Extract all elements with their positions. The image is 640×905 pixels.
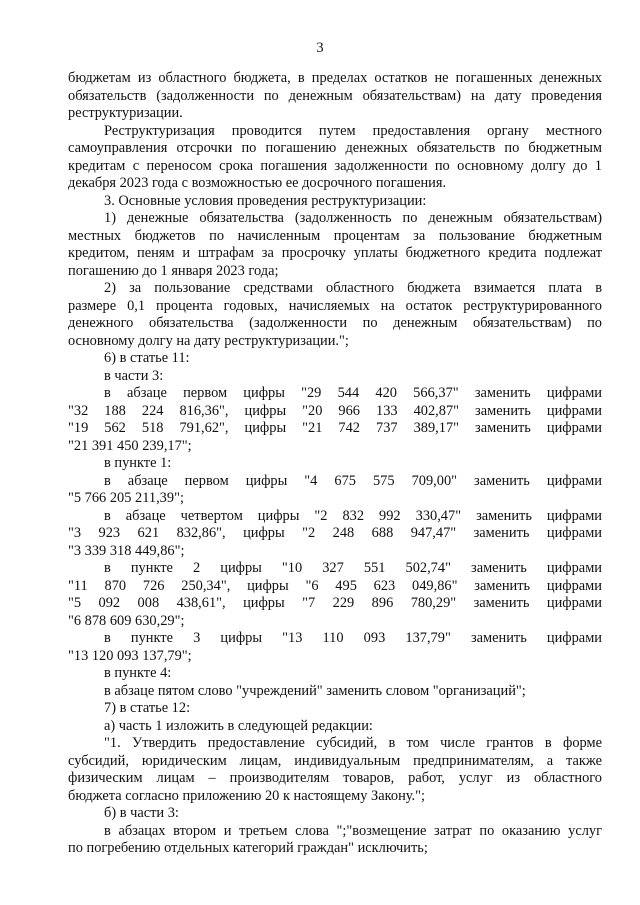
text-line: 6) в статье 11: [104,350,190,366]
text-line: б) в части 3: [104,805,179,821]
text-line: декабря 2023 года с возможностью ее досрочного погашения. [68,175,447,191]
text-line: 7) в статье 12: [104,700,191,716]
text-line: кредитом, пеням и штрафам за просрочку уплаты бюджетного кредита подлежат [68,245,602,261]
text-line: бюджетам из областного бюджета, в пределах остатков не погашенных денежных [68,70,602,86]
text-line: в абзаце пятом слово "учреждений" заменить словом "организаций"; [104,682,526,699]
text-line: в пункте 2 цифры "10 327 551 502,74" заменить цифрами [104,560,602,576]
text-line: бюджета согласно приложению 20 к настоящему Закону."; [68,787,426,804]
text-line: в абзаце четвертом цифры "2 832 992 330,47" заменить цифрами [104,507,602,524]
text-line: местных бюджетов по начисленным процентам за пользование бюджетным [68,227,602,244]
page-number: 3 [316,40,324,56]
text-line: размере 0,1 процента годовых, начисляемых на остаток реструктурированного [68,297,602,314]
text-line: погашению до 1 января 2023 года; [68,262,279,279]
text-line: по погребению отдельных категорий граждан" исключить; [68,840,428,856]
text-line: реструктуризации. [68,105,183,121]
text-line: в пункте 4: [104,665,172,681]
text-line: "6 878 609 630,29"; [68,612,185,629]
text-line: в абзаце первом цифры "4 675 575 709,00" заменить цифрами [104,472,602,489]
text-line: физическим лицам – производителям товаров, работ, услуг из областного [68,770,602,786]
text-line: "32 188 224 816,36", цифры "20 966 133 402,87" заменить цифрами [68,402,602,419]
text-line: Реструктуризация проводится путем предоставления органу местного [104,122,602,139]
text-line: основному долгу на дату реструктуризации."; [68,332,349,349]
text-line: "21 391 450 239,17"; [68,437,192,454]
text-line: субсидий, юридическим лицам, индивидуальным предпринимателям, а также [68,752,602,769]
text-line: 3. Основные условия проведения реструктуризации: [104,192,427,209]
text-line: "11 870 726 250,34", цифры "6 495 623 049,86" заменить цифрами [68,577,602,594]
text-line: 1) денежные обязательства (задолженность по денежным обязательствам) [104,210,602,226]
text-line: "1. Утвердить предоставление субсидий, в том числе грантов в форме [104,735,602,751]
text-line: в пункте 1: [104,455,172,471]
text-line: "5 092 008 438,61", цифры "7 229 896 780,29" заменить цифрами [68,595,602,611]
text-line: 2) за пользование средствами областного бюджета взимается плата в [104,280,602,296]
text-line: "19 562 518 791,62", цифры "21 742 737 389,17" заменить цифрами [68,420,602,436]
text-line: в абзаце первом цифры "29 544 420 566,37" заменить цифрами [104,385,602,401]
text-line: "13 120 093 137,79"; [68,647,192,664]
text-line: в части 3: [104,367,164,384]
text-line: обязательств (задолженности по денежным обязательствам) на дату проведения [68,87,602,104]
text-line: "3 923 621 832,86", цифры "2 248 688 947,47" заменить цифрами [68,525,602,541]
text-line: в абзацах втором и третьем слова ";"возмещение затрат по оказанию услуг [104,822,602,839]
document-body [68,70,602,858]
text-line: кредитам с переносом срока погашения задолженности по основному долгу до 1 [68,157,602,174]
text-line: денежного обязательства (задолженности по денежным обязательствам) по [68,315,602,331]
text-line: "5 766 205 211,39"; [68,490,184,506]
text-line: в пункте 3 цифры "13 110 093 137,79" заменить цифрами [104,630,602,646]
text-line: "3 339 318 449,86"; [68,542,185,559]
text-line: а) часть 1 изложить в следующей редакции: [104,717,373,734]
text-line: самоуправления отсрочки по погашению денежных обязательств по бюджетным [68,140,602,156]
